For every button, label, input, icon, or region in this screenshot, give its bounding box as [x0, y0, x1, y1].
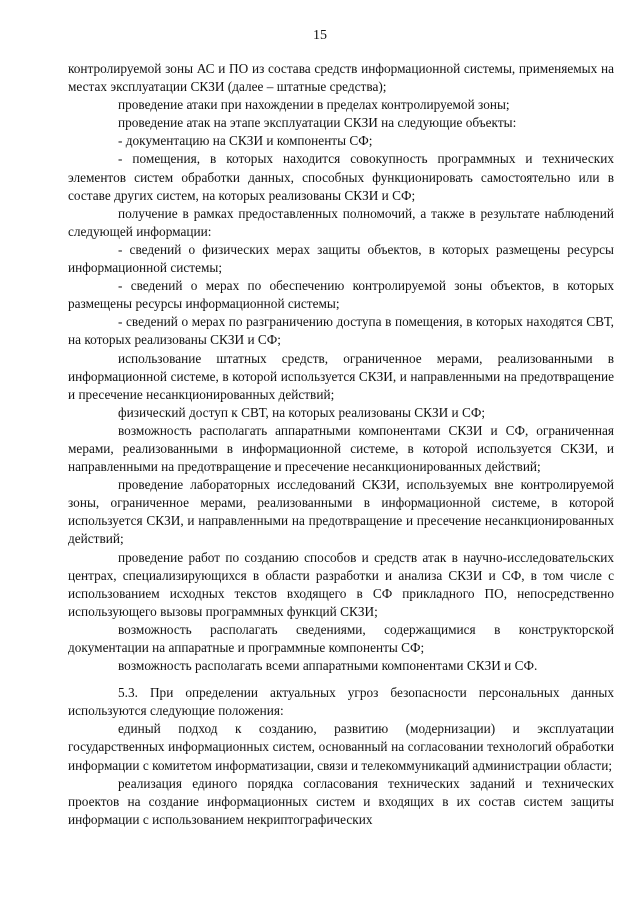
paragraph: возможность располагать сведениями, содержащимися в конструкторской документации на аппаратные и программные компоненты СФ; — [68, 621, 614, 655]
document-body — [68, 60, 614, 829]
paragraph: - документацию на СКЗИ и компоненты СФ; — [118, 133, 373, 149]
paragraph: возможность располагать аппаратными компонентами СКЗИ и СФ, ограниченная мерами, реализованными в информационной системе, в которой используется СКЗИ, и направленными на предотвращение и пресечение несанкционированных действий; — [68, 422, 614, 475]
paragraph: 5.3. При определении актуальных угроз безопасности персональных данных используются следующие положения: — [68, 685, 614, 719]
paragraph: возможность располагать всеми аппаратными компонентами СКЗИ и СФ. — [118, 658, 538, 674]
paragraph: использование штатных средств, ограниченное мерами, реализованными в информационной системе, в которой используется СКЗИ, и направленными на предотвращение и пресечение несанкционированных действий; — [68, 350, 614, 402]
page-number: 15 — [313, 28, 327, 43]
paragraph: - сведений о физических мерах защиты объектов, в которых размещены ресурсы информационной системы; — [68, 241, 614, 276]
paragraph: проведение атаки при нахождении в пределах контролируемой зоны; — [118, 97, 510, 113]
paragraph: единый подход к созданию, развитию (модернизации) и эксплуатации государственных информационных систем, основанный на согласовании технологий обработки информации с комитетом информатизации, связи и телекоммуникаций администрации области; — [68, 721, 614, 773]
paragraph: физический доступ к СВТ, на которых реализованы СКЗИ и СФ; — [118, 404, 486, 420]
paragraph: получение в рамках предоставленных полномочий, а также в результате наблюдений следующей информации: — [68, 205, 614, 239]
paragraph: контролируемой зоны АС и ПО из состава средств информационной системы, применяемых на местах эксплуатации СКЗИ (далее – штатные средства); — [68, 61, 614, 95]
paragraph: проведение работ по созданию способов и средств атак в научно-исследовательских центрах, специализирующихся в области разработки и анализа СКЗИ и СФ, в том числе с использованием исходных текстов входящего в СФ прикладного ПО, непосредственно использующего вызовы программных функций СКЗИ; — [68, 549, 614, 619]
paragraph: - помещения, в которых находится совокупность программных и технических элементов систем обработки данных, способных функционировать самостоятельно или в составе других систем, на которых реализованы СКЗИ и СФ; — [68, 151, 614, 203]
paragraph: проведение атак на этапе эксплуатации СКЗИ на следующие объекты: — [118, 115, 517, 131]
paragraph: - сведений о мерах по разграничению доступа в помещения, в которых находятся СВТ, на которых реализованы СКЗИ и СФ; — [68, 314, 614, 348]
paragraph: проведение лабораторных исследований СКЗИ, используемых вне контролируемой зоны, ограниченное мерами, реализованными в информационной системе, в которой используется СКЗИ, и направленными на предотвращение и пресечение несанкционированных действий; — [68, 477, 614, 547]
paragraph: - сведений о мерах по обеспечению контролируемой зоны объектов, в которых размещены ресурсы информационной системы; — [68, 278, 614, 312]
paragraph: реализация единого порядка согласования технических заданий и технических проектов на создание информационных систем и входящих в их состав систем защиты информации с использованием некриптографических — [68, 775, 614, 827]
